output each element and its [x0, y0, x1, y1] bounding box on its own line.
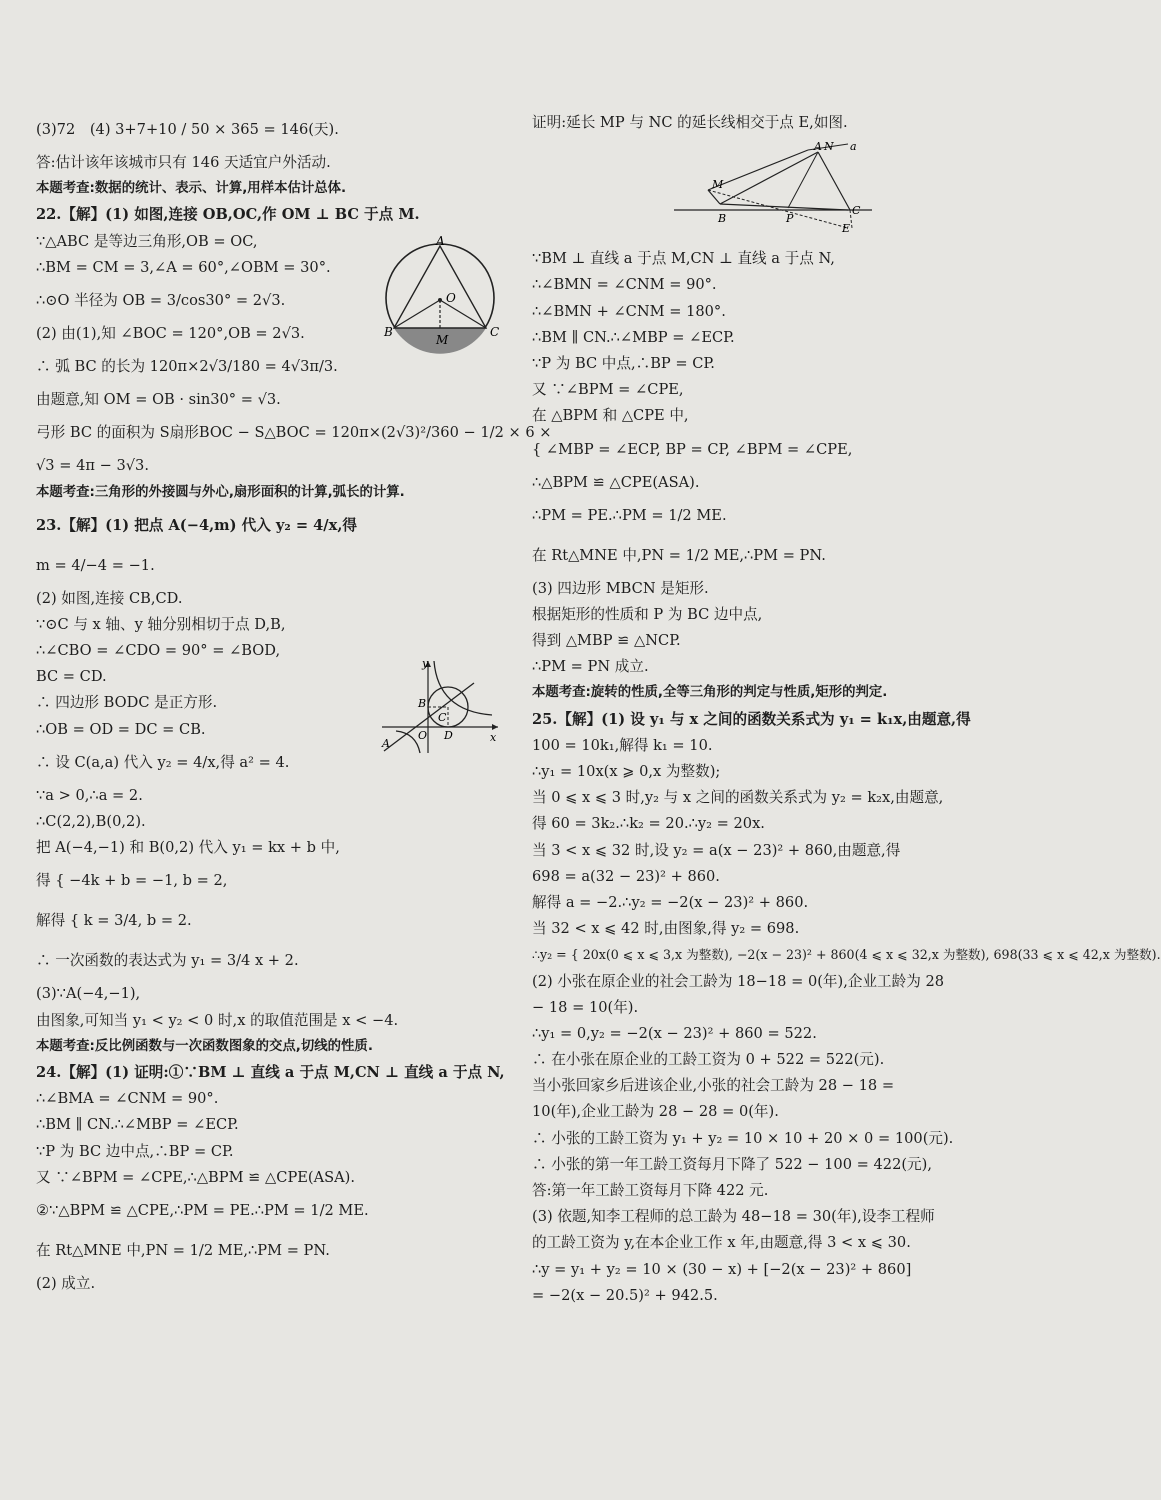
question-23-head: 23.【解】(1) 把点 A(−4,m) 代入 y₂ = 4/x,得 [36, 516, 357, 534]
text-line: 10(年),企业工龄为 28 − 28 = 0(年). [532, 1103, 779, 1121]
text-line: 答:第一年工龄工资每月下降 422 元. [532, 1182, 769, 1199]
label-E: E [842, 222, 851, 235]
text-line: ∴ 一次函数的表达式为 y₁ = 3/4 x + 2. [36, 952, 299, 970]
knowledge-check: 本题考查:三角形的外接圆与外心,扇形面积的计算,弧长的计算. [36, 484, 405, 500]
text-line: ∴∠BMN = ∠CNM = 90°. [532, 276, 717, 294]
text-line: ∴C(2,2),B(0,2). [36, 813, 146, 830]
text-line: ∵P 为 BC 中点,∴BP = CP. [532, 354, 715, 372]
text-line: m = 4/−4 = −1. [36, 556, 155, 574]
text-line: 把 A(−4,−1) 和 B(0,2) 代入 y₁ = kx + b 中, [36, 839, 340, 857]
equation-system: { ∠MBP = ∠ECP, BP = CP, ∠BPM = ∠CPE, [532, 440, 853, 458]
text-line: ∴ 四边形 BODC 是正方形. [36, 694, 218, 712]
text-line: (2) 小张在原企业的社会工龄为 18−18 = 0(年),企业工龄为 28 [532, 972, 945, 990]
question-22-head: 22.【解】(1) 如图,连接 OB,OC,作 OM ⊥ BC 于点 M. [36, 206, 420, 224]
text-line: ∵BM ⊥ 直线 a 于点 M,CN ⊥ 直线 a 于点 N, [532, 250, 835, 268]
right-column [532, 110, 1161, 1309]
label-A: A [382, 737, 390, 750]
text-line: 100 = 10k₁,解得 k₁ = 10. [532, 736, 713, 754]
text-line: ∵△ABC 是等边三角形,OB = OC, [36, 232, 258, 250]
text-line: ∴ 小张的第一年工龄工资每月下降了 522 − 100 = 422(元), [532, 1155, 932, 1173]
label-a: a [850, 140, 857, 153]
text-line: ∴BM ∥ CN.∴∠MBP = ∠ECP. [532, 328, 735, 346]
text-line: (3) 四边形 MBCN 是矩形. [532, 579, 709, 597]
text-line: (3) 依题,知李工程师的总工龄为 48−18 = 30(年),设李工程师 [532, 1208, 935, 1226]
text-line: ∴PM = PE.∴PM = 1/2 ME. [532, 506, 727, 524]
label-O: O [446, 291, 456, 305]
text-line: ∵⊙C 与 x 轴、y 轴分别相切于点 D,B, [36, 615, 286, 633]
text-line: 在 Rt△MNE 中,PN = 1/2 ME,∴PM = PN. [36, 1241, 330, 1259]
text-line: 弓形 BC 的面积为 S扇形BOC − S△BOC = 120π×(2√3)²/360 − 1/2 × 6 × [36, 424, 552, 442]
text-line: (2) 由(1),知 ∠BOC = 120°,OB = 2√3. [36, 324, 305, 342]
equation-system: 得 { −4k + b = −1, b = 2, [36, 872, 228, 890]
text-line: 在 Rt△MNE 中,PN = 1/2 ME,∴PM = PN. [532, 546, 826, 564]
function-graph-figure [376, 655, 504, 755]
text-line: ∴BM = CM = 3,∠A = 60°,∠OBM = 30°. [36, 258, 331, 276]
text-line: ∴△BPM ≌ △CPE(ASA). [532, 473, 700, 491]
knowledge-check: 本题考查:数据的统计、表示、计算,用样本估计总体. [36, 181, 347, 197]
text-line: − 18 = 10(年). [532, 998, 639, 1016]
text-line: ∴ 弧 BC 的长为 120π×2√3/180 = 4√3π/3. [36, 358, 338, 376]
text-line: 又 ∵∠BPM = ∠CPE,∴△BPM ≌ △CPE(ASA). [36, 1168, 356, 1186]
text-line: 解得 a = −2.∴y₂ = −2(x − 23)² + 860. [532, 893, 809, 911]
text-line: = −2(x − 20.5)² + 942.5. [532, 1286, 718, 1304]
rotation-figure [668, 138, 882, 234]
text-line: ∴⊙O 半径为 OB = 3/cos30° = 2√3. [36, 291, 286, 309]
question-25-head: 25.【解】(1) 设 y₁ 与 x 之间的函数关系式为 y₁ = k₁x,由题意,得 [532, 710, 971, 728]
text-line: (2) 成立. [36, 1274, 96, 1292]
text-line: ②∵△BPM ≌ △CPE,∴PM = PE.∴PM = 1/2 ME. [36, 1201, 369, 1219]
label-A: A [814, 140, 822, 153]
label-B: B [418, 697, 427, 710]
label-P: P [786, 212, 794, 225]
text-line: ∴PM = PN 成立. [532, 658, 649, 676]
label-C: C [490, 325, 500, 339]
text-line: ∵P 为 BC 边中点,∴BP = CP. [36, 1142, 234, 1160]
text-line: ∴ 在小张在原企业的工龄工资为 0 + 522 = 522(元). [532, 1051, 885, 1069]
text-line: 又 ∵∠BPM = ∠CPE, [532, 381, 684, 399]
text-line: (3)∵A(−4,−1), [36, 985, 141, 1003]
text-line: ∴OB = OD = DC = CB. [36, 720, 206, 738]
text-line: 698 = a(32 − 23)² + 860. [532, 867, 720, 885]
label-B: B [384, 325, 393, 339]
text-line: 得 60 = 3k₂.∴k₂ = 20.∴y₂ = 20x. [532, 815, 765, 833]
circumcircle-figure [380, 236, 506, 360]
text-line: ∴∠CBO = ∠CDO = 90° = ∠BOD, [36, 642, 281, 660]
equation-solution: 解得 { k = 3/4, b = 2. [36, 912, 192, 930]
text-line: 得到 △MBP ≌ △NCP. [532, 632, 681, 650]
text-line: 在 △BPM 和 △CPE 中, [532, 407, 689, 425]
text-line: ∴y = y₁ + y₂ = 10 × (30 − x) + [−2(x − 23)² + 860] [532, 1260, 912, 1278]
question-24-head: 24.【解】(1) 证明:①∵BM ⊥ 直线 a 于点 M,CN ⊥ 直线 a 于点 N, [36, 1063, 505, 1081]
label-C: C [852, 204, 861, 217]
label-y: y [422, 657, 429, 670]
text-line: ∴BM ∥ CN.∴∠MBP = ∠ECP. [36, 1116, 239, 1134]
text-line: 当 3 < x ⩽ 32 时,设 y₂ = a(x − 23)² + 860,由题意,得 [532, 841, 901, 859]
label-C: C [438, 711, 447, 724]
text-line: 的工龄工资为 y,在本企业工作 x 年,由题意,得 3 < x ⩽ 30. [532, 1234, 911, 1252]
text-line: ∴y₁ = 0,y₂ = −2(x − 23)² + 860 = 522. [532, 1024, 817, 1042]
text-line: ∴ 设 C(a,a) 代入 y₂ = 4/x,得 a² = 4. [36, 753, 290, 771]
text-line: 当 32 < x ⩽ 42 时,由图象,得 y₂ = 698. [532, 920, 800, 938]
label-M: M [436, 333, 449, 347]
knowledge-check: 本题考查:旋转的性质,全等三角形的判定与性质,矩形的判定. [532, 685, 888, 701]
text-line: ∴y₁ = 10x(x ⩾ 0,x 为整数); [532, 763, 721, 780]
text-line: 由题意,知 OM = OB · sin30° = √3. [36, 391, 281, 409]
label-x: x [490, 731, 497, 744]
label-D: D [444, 729, 453, 742]
text-line: 当小张回家乡后进该企业,小张的社会工龄为 28 − 18 = [532, 1077, 895, 1095]
knowledge-check: 本题考查:反比例函数与一次函数图象的交点,切线的性质. [36, 1038, 373, 1054]
label-M: M [712, 178, 724, 191]
text-line: (3)72 (4) 3+7+10 / 50 × 365 = 146(天). [36, 121, 339, 138]
text-line: ∴ 小张的工龄工资为 y₁ + y₂ = 10 × 10 + 20 × 0 = 100(元). [532, 1129, 954, 1147]
label-O: O [418, 729, 428, 742]
text-line: √3 = 4π − 3√3. [36, 457, 149, 475]
label-N: N [824, 140, 834, 153]
text-line: 答:估计该年该城市只有 146 天适宜户外活动. [36, 154, 331, 171]
text-line: ∵a > 0,∴a = 2. [36, 786, 143, 804]
label-B: B [718, 212, 727, 225]
text-line: ∴∠BMN + ∠CNM = 180°. [532, 302, 726, 320]
text-line: 根据矩形的性质和 P 为 BC 边中点, [532, 605, 763, 623]
text-line: 由图象,可知当 y₁ < y₂ < 0 时,x 的取值范围是 x < −4. [36, 1011, 399, 1029]
text-line: ∴∠BMA = ∠CNM = 90°. [36, 1090, 219, 1108]
text-line: BC = CD. [36, 668, 107, 686]
text-line: 当 0 ⩽ x ⩽ 3 时,y₂ 与 x 之间的函数关系式为 y₂ = k₂x,由题意, [532, 789, 944, 807]
piecewise-function: ∴y₂ = { 20x(0 ⩽ x ⩽ 3,x 为整数), −2(x − 23)² + 860(4 ⩽ x ⩽ 32,x 为整数), 698(33 ⩽ x ⩽ 42,x 为整数). [532, 947, 1161, 963]
text-line: 证明:延长 MP 与 NC 的延长线相交于点 E,如图. [532, 114, 848, 131]
text-line: (2) 如图,连接 CB,CD. [36, 589, 183, 607]
label-A: A [436, 234, 445, 248]
